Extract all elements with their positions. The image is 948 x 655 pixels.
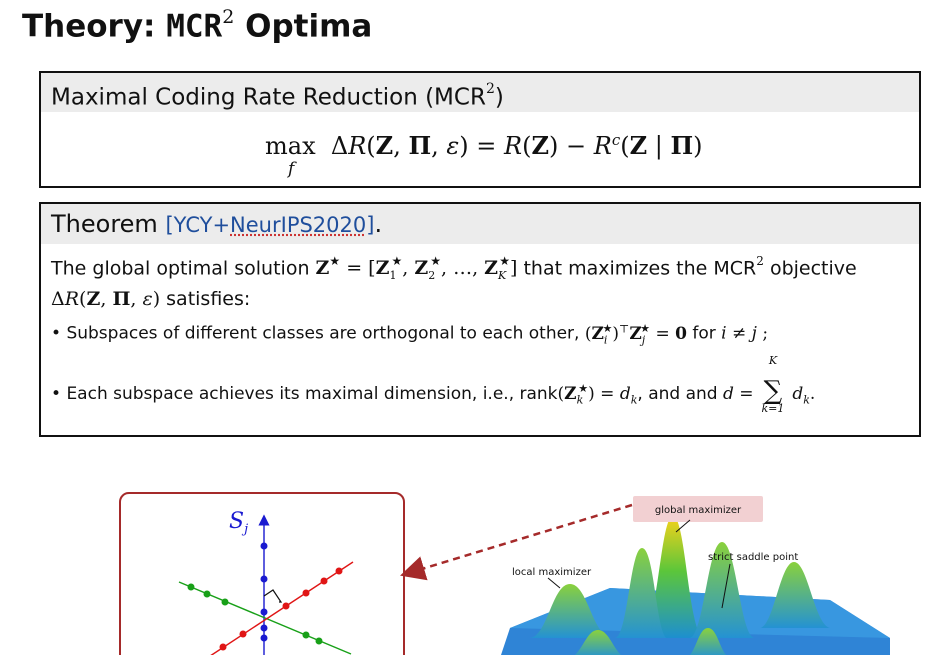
green-point [204,591,211,598]
title-rest: Optima [245,8,373,45]
title-word: Theory: [22,8,156,45]
theorem-bullet-orthogonal: • Subspaces of different classes are orthogonal to each other, $(Z_i^★)^⊤Z_j^★ = 0$ for i ≠ j ; [51,322,769,347]
red-point [283,603,290,610]
mcr2-box-header [41,73,919,112]
right-angle-mark [264,590,281,602]
summation-symbol: K ∑ k=1 [761,354,785,415]
title-sup: 2 [222,6,235,28]
blue-point [261,576,268,583]
theorem-line-2: ΔR(Z, Π, ε) satisfies: [51,288,251,310]
theorem-header [41,204,919,244]
slide-title [22,8,372,44]
max-subscript: f [288,159,295,179]
green-point [303,632,310,639]
axis-red [201,562,353,655]
local-maximizer-label: local maximizer [512,567,592,578]
citation-link[interactable]: [YCY+NeurIPS2020] [165,213,375,237]
saddle-point-label: strict saddle point [708,552,799,563]
mcr2-header-text: Maximal Coding Rate Reduction (MCR [51,84,486,111]
red-point [303,590,310,597]
theorem-bullet-dimension: • Each subspace achieves its maximal dimension, i.e., $rank(Z_k^★) = d_k$, and and d = K ∑ k=1 $d_k$. [51,354,816,415]
title-mcr: MCR [166,8,223,45]
blue-point [261,609,268,616]
theorem-line-1: The global optimal solution $Z^★ = [Z_1^★$, $Z_2^★$, …, $Z_K^★$] that maximizes the MCR$^2$ objective [51,254,857,283]
mcr2-definition-box [39,71,921,188]
far-right-hill [760,562,830,628]
green-point [188,584,195,591]
red-point [220,644,227,651]
optimization-landscape-figure [490,488,890,655]
theorem-header-end: . [374,210,383,238]
blue-point [261,635,268,642]
red-point [336,568,343,575]
orthogonal-subspaces-figure [119,492,405,655]
theorem-box [39,202,921,437]
mcr2-header-sup: 2 [485,81,495,97]
blue-point [261,625,268,632]
subspaces-plot [121,494,402,655]
max-operator: max [265,132,316,160]
red-point [321,578,328,585]
landscape-surface [490,488,890,655]
mcr2-header-close: ) [494,84,504,111]
red-point [240,631,247,638]
green-point [222,599,229,606]
blue-point [261,543,268,550]
global-maximizer-label: global maximizer [654,505,742,516]
green-point [316,638,323,645]
theorem-label: Theorem [51,210,158,238]
axis-label-sj: $S_j$ [229,509,249,537]
mcr2-objective-equation: max f ΔR(Z, Π, $\varepsilon) = R(Z) - R^c(Z$ | Π) [265,131,703,179]
